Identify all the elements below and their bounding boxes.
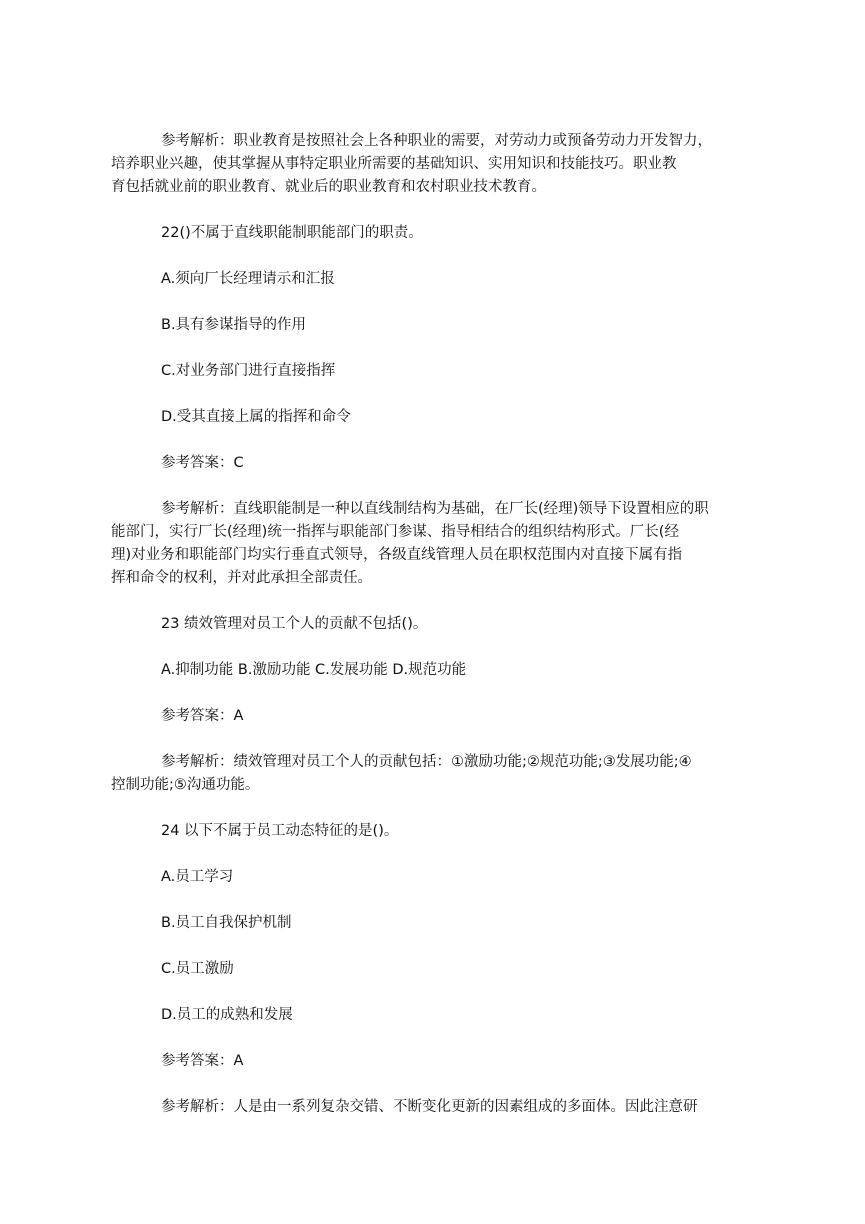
option-b: B.具有参谋指导的作用: [161, 317, 307, 333]
explanation-paragraph-22: [111, 498, 746, 590]
text-line: 能部门，实行厂长(经理)统一指挥与职能部门参谋、指导相结合的组织结构形式。厂长(经: [111, 524, 679, 540]
explanation-paragraph-21: [111, 130, 746, 199]
option-a: A.员工学习: [161, 869, 234, 885]
option-d: D.员工的成熟和发展: [161, 1007, 293, 1023]
text-line: 育包括就业前的职业教育、就业后的职业教育和农村职业技术教育。: [111, 179, 546, 195]
question-23: 23 绩效管理对员工个人的贡献不包括()。: [161, 616, 428, 632]
question-24: 24 以下不属于员工动态特征的是()。: [161, 823, 399, 839]
text-line: 参考解析：绩效管理对员工个人的贡献包括：①激励功能;②规范功能;③发展功能;④: [161, 754, 692, 770]
text-line: 参考解析：直线职能制是一种以直线制结构为基础，在厂长(经理)领导下设置相应的职: [161, 501, 709, 517]
options-23: A.抑制功能 B.激励功能 C.发展功能 D.规范功能: [161, 662, 467, 678]
text-line: 控制功能;⑤沟通功能。: [111, 777, 260, 793]
option-a: A.须向厂长经理请示和汇报: [161, 271, 335, 287]
answer-22: 参考答案：C: [161, 455, 244, 471]
option-c: C.员工激励: [161, 961, 234, 977]
explanation-24-start: 参考解析：人是由一系列复杂交错、不断变化更新的因素组成的多面体。因此注意研: [161, 1099, 698, 1115]
answer-23: 参考答案：A: [161, 708, 244, 724]
text-line: 参考解析：职业教育是按照社会上各种职业的需要，对劳动力或预备劳动力开发智力，: [161, 133, 712, 149]
option-c: C.对业务部门进行直接指挥: [161, 363, 336, 379]
answer-24: 参考答案：A: [161, 1053, 244, 1069]
question-22: 22()不属于直线职能制职能部门的职责。: [161, 225, 423, 241]
document-page: [111, 130, 746, 1119]
option-d: D.受其直接上属的指挥和命令: [161, 409, 351, 425]
explanation-paragraph-23: [111, 751, 746, 797]
text-line: 培养职业兴趣，使其掌握从事特定职业所需要的基础知识、实用知识和技能技巧。职业教: [111, 156, 677, 172]
text-line: 理)对业务和职能部门均实行垂直式领导，各级直线管理人员在职权范围内对直接下属有指: [111, 547, 683, 563]
text-line: 挥和命令的权利，并对此承担全部责任。: [111, 570, 372, 586]
option-b: B.员工自我保护机制: [161, 915, 292, 931]
